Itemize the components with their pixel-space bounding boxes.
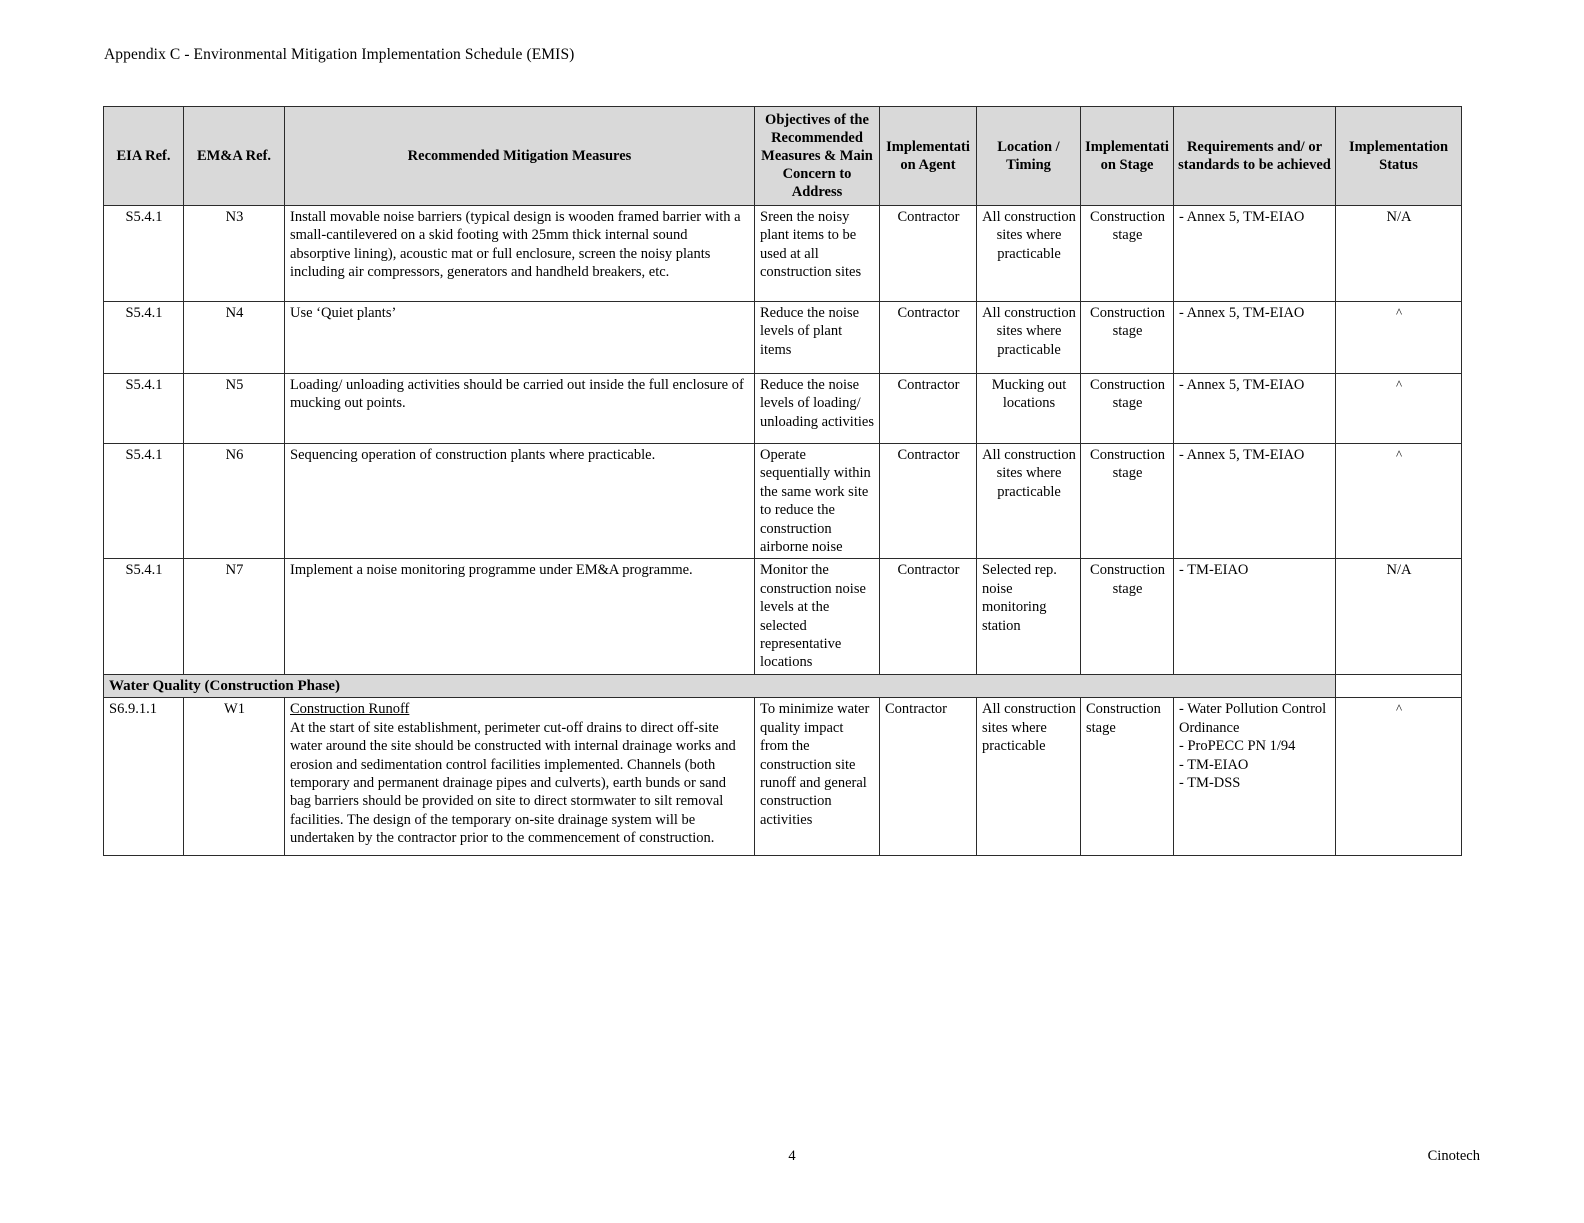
measure-text: Implement a noise monitoring programme under EM&A programme.	[290, 562, 693, 579]
cell-eia-ref: S5.4.1	[104, 559, 184, 674]
cell-emea-ref: N7	[184, 559, 285, 674]
cell-recommended-mitigation-measures	[285, 206, 755, 302]
table-row	[104, 206, 1462, 302]
cell-emea-ref: N3	[184, 206, 285, 302]
requirement-line: - Annex 5, TM-EIAO	[1179, 377, 1305, 393]
cell-eia-ref: S5.4.1	[104, 444, 184, 559]
cell-implementation-agent: Contractor	[880, 206, 977, 302]
requirement-line: - Water Pollution Control Ordinance	[1179, 701, 1327, 736]
cell-eia-ref: S5.4.1	[104, 206, 184, 302]
cell-implementation-stage: Construction stage	[1081, 698, 1174, 856]
cell-requirements-standards	[1174, 374, 1336, 444]
cell-implementation-stage: Construction stage	[1081, 374, 1174, 444]
cell-implementation-status: ^	[1336, 698, 1462, 856]
measure-text: Loading/ unloading activities should be carried out inside the full enclosure of mucking out points.	[290, 377, 744, 412]
table-row	[104, 444, 1462, 559]
cell-location-timing: Selected rep. noise monitoring station	[977, 559, 1081, 674]
table-header	[104, 107, 1462, 206]
cell-implementation-stage: Construction stage	[1081, 444, 1174, 559]
cell-location-timing: All construction sites where practicable	[977, 698, 1081, 856]
cell-objectives: Sreen the noisy plant items to be used at all construction sites	[755, 206, 880, 302]
table-row	[104, 302, 1462, 374]
requirement-line: - Annex 5, TM-EIAO	[1179, 305, 1305, 321]
measure-title: Construction Runoff	[290, 701, 410, 718]
cell-emea-ref: N5	[184, 374, 285, 444]
measure-text: Sequencing operation of construction plants where practicable.	[290, 447, 656, 463]
section-status-blank	[1336, 674, 1462, 697]
cell-objectives: To minimize water quality impact from the construction site runoff and general construction activities	[755, 698, 880, 856]
cell-location-timing: All construction sites where practicable	[977, 206, 1081, 302]
cell-requirements-standards	[1174, 444, 1336, 559]
cell-eia-ref: S6.9.1.1	[104, 698, 184, 856]
cell-implementation-agent: Contractor	[880, 302, 977, 374]
cell-implementation-agent: Contractor	[880, 559, 977, 674]
cell-implementation-stage: Construction stage	[1081, 559, 1174, 674]
measure-text: Install movable noise barriers (typical design is wooden framed barrier with a small-cantilevered on a skid footing with 25mm thick internal sound absorptive lining), acoustic mat or full enclosure, screen the noisy plants including air compressors, generators and handheld breakers, etc.	[290, 209, 741, 281]
column-header-location-timing: Location / Timing	[977, 107, 1081, 206]
cell-implementation-agent: Contractor	[880, 374, 977, 444]
table-row	[104, 559, 1462, 674]
cell-requirements-standards	[1174, 302, 1336, 374]
measure-text: Use ‘Quiet plants’	[290, 305, 397, 321]
cell-recommended-mitigation-measures	[285, 302, 755, 374]
cell-implementation-status: N/A	[1336, 559, 1462, 674]
column-header-implementation-stage: Implementati on Stage	[1081, 107, 1174, 206]
cell-recommended-mitigation-measures	[285, 698, 755, 856]
cell-implementation-status: ^	[1336, 302, 1462, 374]
cell-objectives: Reduce the noise levels of plant items	[755, 302, 880, 374]
column-header-recommended-mitigation-measures: Recommended Mitigation Measures	[285, 107, 755, 206]
cell-emea-ref: N6	[184, 444, 285, 559]
section-header-label: Water Quality (Construction Phase)	[104, 674, 1336, 697]
cell-objectives: Monitor the construction noise levels at the selected representative locations	[755, 559, 880, 674]
cell-eia-ref: S5.4.1	[104, 302, 184, 374]
requirement-line: - TM-EIAO	[1179, 756, 1249, 773]
cell-location-timing: All construction sites where practicable	[977, 444, 1081, 559]
cell-requirements-standards	[1174, 206, 1336, 302]
cell-requirements-standards	[1174, 698, 1336, 856]
cell-emea-ref: W1	[184, 698, 285, 856]
cell-recommended-mitigation-measures	[285, 444, 755, 559]
cell-emea-ref: N4	[184, 302, 285, 374]
requirement-line: - Annex 5, TM-EIAO	[1179, 209, 1305, 225]
measure-text: At the start of site establishment, perimeter cut-off drains to direct off-site water around the site should be constructed with internal drainage works and erosion and sedimentation control facilities implemented. Channels (both temporary and permanent drainage pipes and culverts), earth bunds or sand bag barriers should be provided on site to direct stormwater to silt removal facilities. The design of the temporary on-site drainage system will be undertaken by the contractor prior to the commencement of construction.	[290, 719, 736, 847]
page-number: 4	[788, 1148, 796, 1164]
cell-location-timing: All construction sites where practicable	[977, 302, 1081, 374]
cell-implementation-agent: Contractor	[880, 698, 977, 856]
cell-requirements-standards	[1174, 559, 1336, 674]
cell-implementation-status: ^	[1336, 374, 1462, 444]
footer-company-name: Cinotech	[1427, 1148, 1480, 1164]
table-header-row	[104, 107, 1462, 206]
cell-implementation-stage: Construction stage	[1081, 302, 1174, 374]
column-header-eia-ref: EIA Ref.	[104, 107, 184, 206]
column-header-objectives: Objectives of the Recommended Measures & Main Concern to Address	[755, 107, 880, 206]
document-running-header: Appendix C - Environmental Mitigation Implementation Schedule (EMIS)	[104, 46, 575, 63]
cell-recommended-mitigation-measures	[285, 559, 755, 674]
column-header-implementation-status: Implementation Status	[1336, 107, 1462, 206]
requirement-line: - Annex 5, TM-EIAO	[1179, 447, 1305, 463]
column-header-emea-ref: EM&A Ref.	[184, 107, 285, 206]
table-row	[104, 374, 1462, 444]
cell-implementation-status: N/A	[1336, 206, 1462, 302]
cell-location-timing: Mucking out locations	[977, 374, 1081, 444]
cell-implementation-status: ^	[1336, 444, 1462, 559]
emis-table	[103, 106, 1462, 856]
table-body	[104, 206, 1462, 856]
table-section-row	[104, 674, 1462, 697]
cell-eia-ref: S5.4.1	[104, 374, 184, 444]
column-header-requirements-standards: Requirements and/ or standards to be achieved	[1174, 107, 1336, 206]
table-row	[104, 698, 1462, 856]
cell-objectives: Operate sequentially within the same work site to reduce the construction airborne noise	[755, 444, 880, 559]
cell-implementation-agent: Contractor	[880, 444, 977, 559]
cell-implementation-stage: Construction stage	[1081, 206, 1174, 302]
requirement-line: - ProPECC PN 1/94	[1179, 738, 1296, 755]
cell-recommended-mitigation-measures	[285, 374, 755, 444]
requirement-line: - TM-DSS	[1179, 774, 1241, 791]
column-header-implementation-agent: Implementati on Agent	[880, 107, 977, 206]
requirement-line: - TM-EIAO	[1179, 562, 1249, 579]
cell-objectives: Reduce the noise levels of loading/ unloading activities	[755, 374, 880, 444]
